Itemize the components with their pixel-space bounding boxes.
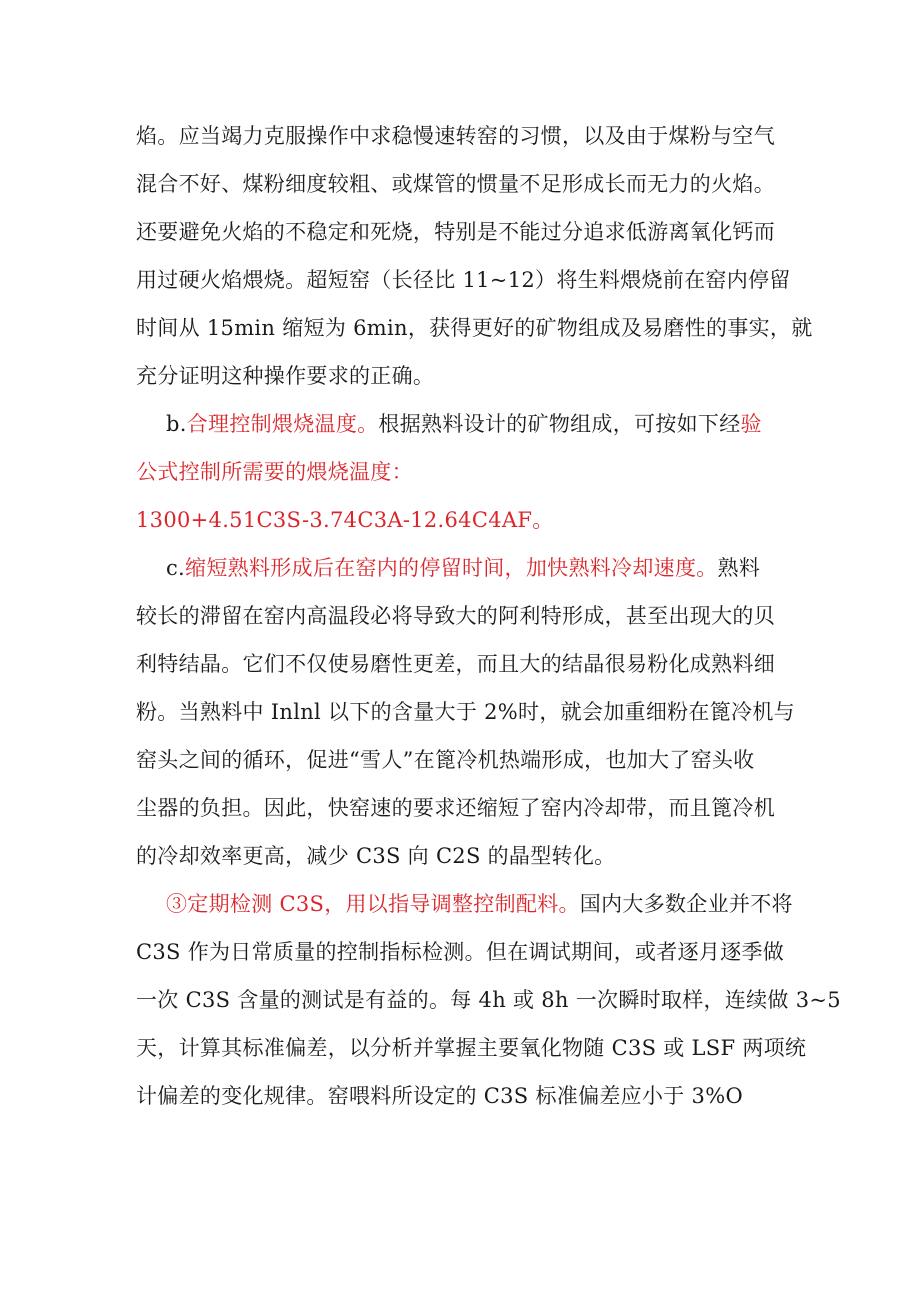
text-line: [136, 784, 788, 832]
text-span: 混合不好、煤粉细度较粗、或煤管的惯量不足形成长而无力的火焰。: [136, 172, 775, 196]
list-marker: c.: [166, 556, 186, 580]
text-line: [136, 544, 788, 592]
text-span: 根据熟料设计的矿物组成，可按如下经: [378, 412, 741, 436]
formula-text: 1300+4.51C3S-3.74C3A-12.64C4AF。: [136, 508, 554, 532]
text-span: 国内大多数企业并不将: [579, 892, 793, 916]
text-line: [136, 448, 788, 496]
paragraph-2: [136, 400, 788, 544]
text-line: [136, 592, 788, 640]
text-line: [136, 256, 791, 304]
highlight-span: 缩短熟料形成后在窑内的停留时间，加快熟料冷却速度。: [185, 556, 718, 580]
text-line: [136, 832, 788, 880]
text-line: [136, 736, 788, 784]
text-span: 的冷却效率更高，减少 C3S 向 C2S 的晶型转化。: [136, 844, 616, 868]
text-line: [136, 304, 813, 352]
formula-line: [136, 496, 788, 544]
highlight-span: 合理控制煨烧温度。: [186, 412, 379, 436]
text-line: [136, 976, 841, 1024]
paragraph-1: [136, 112, 813, 400]
text-line: [136, 640, 788, 688]
text-span: 计偏差的变化规律。窑喂料所设定的 C3S 标准偏差应小于 3%O: [136, 1084, 743, 1108]
text-span: 较长的滞留在窑内高温段必将导致大的阿利特形成，甚至出现大的贝: [136, 604, 775, 628]
text-span: 焰。应当竭力克服操作中求稳慢速转窑的习惯，以及由于煤粉与空气: [136, 124, 775, 148]
text-line: [136, 1072, 788, 1120]
list-marker: b.: [166, 412, 187, 436]
text-span: 充分证明这种操作要求的正确。: [136, 364, 435, 388]
text-line: [136, 1024, 807, 1072]
text-span: 粉。当熟料中 Inlnl 以下的含量大于 2%时，就会加重细粉在篦冷机与: [136, 700, 795, 724]
document-body: [136, 112, 841, 1120]
text-span: 用过硬火焰煨烧。超短窑（长径比 11~12）将生料煨烧前在窑内停留: [136, 268, 791, 292]
text-span: 还要避免火焰的不稳定和死烧，特别是不能过分追求低游离氧化钙而: [136, 220, 775, 244]
text-line: [136, 160, 788, 208]
text-span: 窑头之间的循环，促进“雪人”在篦冷机热端形成，也加大了窑头收: [136, 748, 755, 772]
paragraph-3: [136, 544, 795, 880]
highlight-span: ③定期检测 C3S，用以指导调整控制配料。: [166, 892, 580, 916]
text-span: 利特结晶。它们不仅使易磨性更差，而且大的结晶很易粉化成熟料细: [136, 652, 775, 676]
text-span: 时间从 15min 缩短为 6min，获得更好的矿物组成及易磨性的事实，就: [136, 316, 813, 340]
text-line: [136, 928, 788, 976]
highlight-span: 公式控制所需要的煨烧温度：: [136, 460, 413, 484]
text-line: [136, 208, 788, 256]
text-span: 熟料: [717, 556, 761, 580]
text-line: [136, 352, 788, 400]
text-span: C3S 作为日常质量的控制指标检测。但在调试期间，或者逐月逐季做: [136, 940, 785, 964]
paragraph-4: [136, 880, 841, 1120]
text-span: 天，计算其标准偏差，以分析并掌握主要氧化物随 C3S 或 LSF 两项统: [136, 1036, 807, 1060]
highlight-span: 验: [740, 412, 762, 436]
text-line: [136, 112, 788, 160]
text-span: 尘器的负担。因此，快窑速的要求还缩短了窑内冷却带，而且篦冷机: [136, 796, 775, 820]
text-line: [136, 400, 788, 448]
text-line: [136, 880, 793, 928]
text-line: [136, 688, 795, 736]
text-span: 一次 C3S 含量的测试是有益的。每 4h 或 8h 一次瞬时取样，连续做 3~5: [136, 988, 841, 1012]
